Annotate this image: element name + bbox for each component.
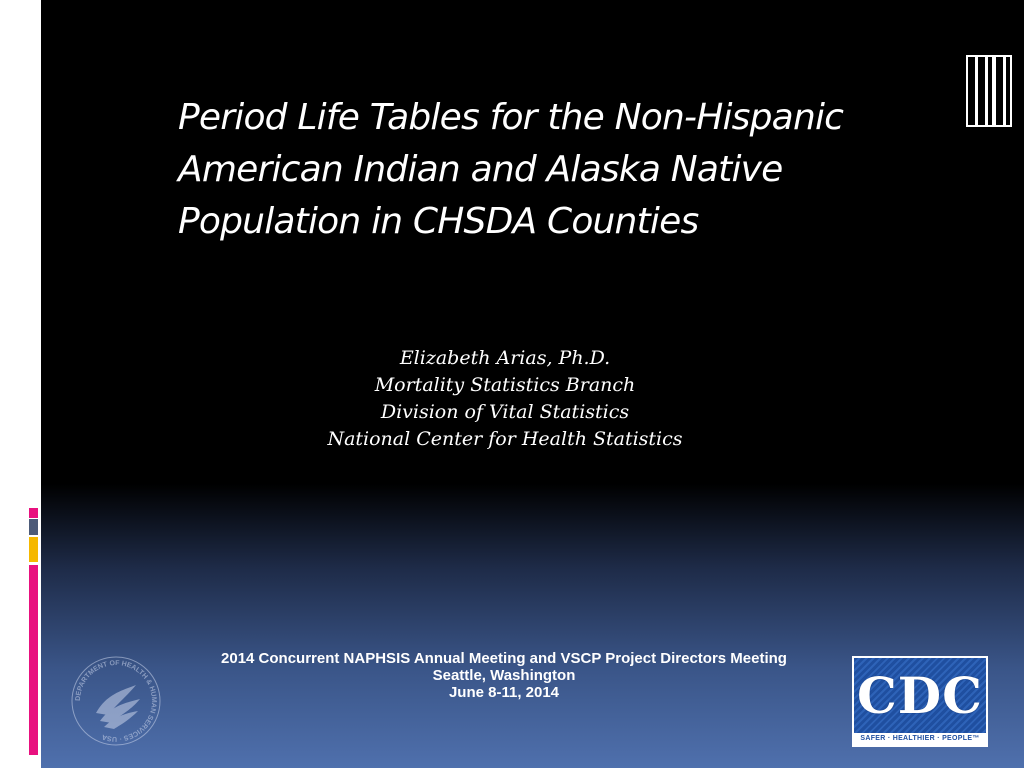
author-branch: Mortality Statistics Branch bbox=[374, 374, 636, 396]
author-division: Division of Vital Statistics bbox=[380, 401, 630, 423]
accent-bar-slate bbox=[29, 519, 38, 535]
accent-bar-magenta-small bbox=[29, 508, 38, 518]
meeting-location: Seattle, Washington bbox=[432, 667, 576, 684]
cdc-tagline: SAFER · HEALTHIER · PEOPLE™ bbox=[860, 735, 980, 742]
accent-bar-magenta-tall bbox=[29, 565, 38, 755]
hhs-seal-icon bbox=[70, 655, 162, 747]
author-block bbox=[250, 345, 760, 453]
svg-text:DEPARTMENT OF HEALTH & HUMAN S: DEPARTMENT OF HEALTH & HUMAN SERVICES · USA bbox=[74, 659, 158, 743]
cdc-logo bbox=[852, 656, 988, 747]
corner-decoration-icon bbox=[966, 55, 1012, 127]
author-center: National Center for Health Statistics bbox=[327, 428, 683, 450]
cdc-logo-text: CDC bbox=[857, 665, 983, 725]
author-name: Elizabeth Arias, Ph.D. bbox=[399, 347, 611, 369]
cdc-logo-box bbox=[854, 658, 986, 733]
meeting-name: 2014 Concurrent NAPHSIS Annual Meeting and VSCP Project Directors Meeting bbox=[221, 650, 787, 667]
accent-bar-gold bbox=[29, 537, 38, 562]
meeting-dates: June 8-11, 2014 bbox=[448, 684, 560, 701]
meeting-block bbox=[180, 650, 828, 701]
slide-title: Period Life Tables for the Non-Hispanic American Indian and Alaska Native Population in CHSDA Counties bbox=[178, 97, 844, 242]
